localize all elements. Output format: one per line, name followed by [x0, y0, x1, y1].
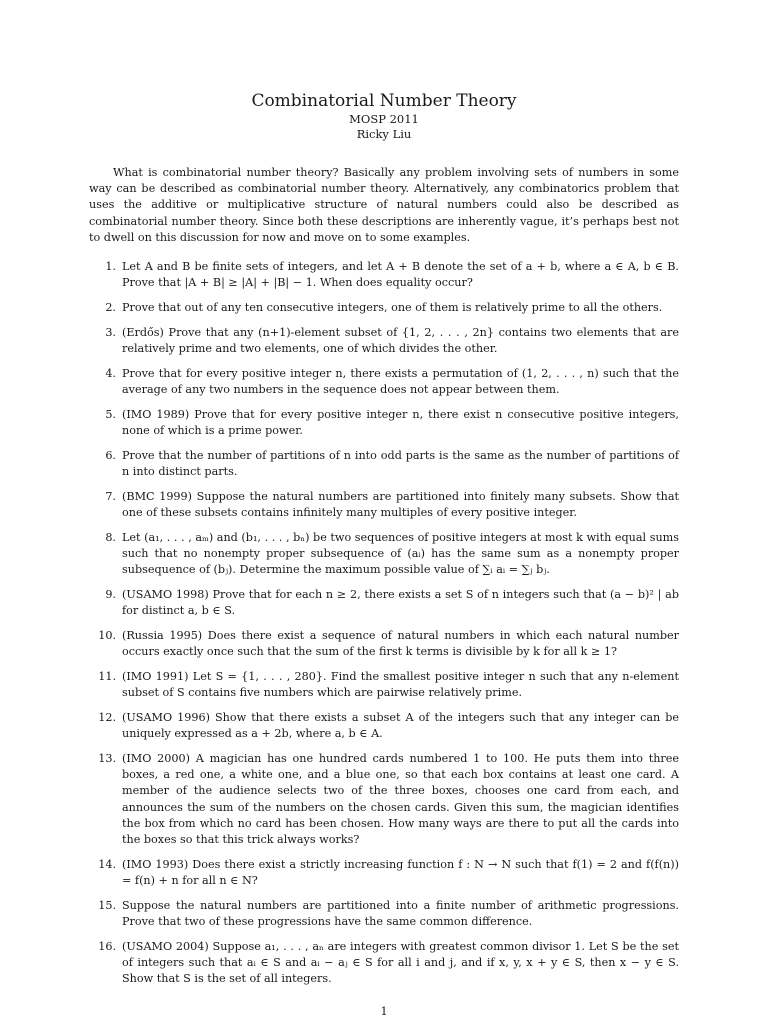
- list-item: [89, 669, 679, 701]
- problem-number: 5.: [105, 407, 116, 421]
- list-item: [89, 325, 679, 357]
- list-item: [89, 300, 679, 316]
- problem-text: (USAMO 1998) Prove that for each n ≥ 2, there exists a set S of n integers such that (a − b)² | ab for distinct a, b ∈ S.: [122, 588, 679, 618]
- problem-text: (IMO 1991) Let S = {1, . . . , 280}. Find the smallest positive integer n such that any n-element subset of S contains five numbers which are pairwise relatively prime.: [122, 670, 679, 700]
- problem-number: 2.: [105, 301, 116, 314]
- problem-number: 9.: [105, 588, 116, 601]
- list-item: [89, 366, 679, 398]
- list-item: [89, 628, 679, 660]
- problem-number: 15.: [98, 898, 116, 912]
- problem-text: Prove that the number of partitions of n into odd parts is the same as the number of partitions of n into distinct parts.: [122, 448, 679, 478]
- problem-text: (IMO 1989) Prove that for every positive integer n, there exist n consecutive positive integers, none of which is a prime power.: [122, 407, 679, 437]
- problem-list: [89, 259, 679, 996]
- problem-number: 1.: [105, 260, 116, 273]
- page-title: Combinatorial Number Theory: [251, 91, 517, 111]
- page-number: 1: [380, 1005, 388, 1018]
- problem-number: 3.: [105, 325, 116, 339]
- list-item: [89, 489, 679, 521]
- problem-text: Let A and B be finite sets of integers, and let A + B denote the set of a + b, where a ∈ A, b ∈ B. Prove that |A + B| ≥ |A| + |B| − 1. When does equality occur?: [122, 260, 679, 290]
- list-item: [89, 448, 679, 480]
- intro-paragraph: What is combinatorial number theory? Basically any problem involving sets of numbers in some way can be described as combinatorial number theory. Alternatively, any combinatorics problem that uses the additive or multiplicative structure of natural numbers could also be described as combinatorial number theory. Since both these descriptions are inherently vague, it’s perhaps best not to dwell on this discussion for now and move on to some examples.: [89, 166, 679, 244]
- problem-number: 8.: [105, 530, 116, 544]
- problem-text: (BMC 1999) Suppose the natural numbers are partitioned into finitely many subsets. Show that one of these subsets contains infinitely many multiples of every positive integer.: [122, 489, 679, 519]
- problem-number: 14.: [98, 857, 116, 871]
- problem-number: 11.: [98, 670, 116, 683]
- problem-number: 16.: [98, 939, 116, 953]
- problem-number: 4.: [105, 366, 116, 380]
- problem-text: Suppose the natural numbers are partitioned into a finite number of arithmetic progressions. Prove that two of these progressions have the same common difference.: [122, 898, 679, 929]
- problem-text: (USAMO 1996) Show that there exists a subset A of the integers such that any integer can be uniquely expressed as a + 2b, where a, b ∈ A.: [122, 711, 679, 741]
- problem-number: 12.: [98, 711, 116, 724]
- list-item: [89, 587, 679, 619]
- problem-text: (Russia 1995) Does there exist a sequence of natural numbers in which each natural number occurs exactly once such that the sum of the first k terms is divisible by k for all k ≥ 1?: [122, 629, 679, 659]
- list-item: [89, 857, 679, 889]
- problem-number: 13.: [98, 752, 116, 765]
- list-item: [89, 751, 679, 848]
- problem-text: Prove that out of any ten consecutive integers, one of them is relatively prime to all the others.: [122, 301, 663, 314]
- event-name: MOSP 2011: [349, 112, 419, 126]
- problem-text: (IMO 2000) A magician has one hundred cards numbered 1 to 100. He puts them into three boxes, a red one, a white one, and a blue one, so that each box contains at least one card. A member of the audience selects two of the three boxes, chooses one card from each, and announces the sum of the numbers on the chosen cards. Given this sum, the magician identifies the box from which no card has been chosen. How many ways are there to put all the cards into the boxes so that this trick always works?: [122, 752, 679, 847]
- problem-text: Let (a₁, . . . , aₘ) and (b₁, . . . , bₙ) be two sequences of positive integers at most k with equal sums such that no nonempty proper subsequence of (aᵢ) has the same sum as a nonempty proper subsequence of (bⱼ). Determine the maximum possible value of ∑ᵢ aᵢ = ∑ⱼ bⱼ.: [122, 530, 679, 577]
- list-item: [89, 898, 679, 930]
- list-item: [89, 710, 679, 742]
- problem-text: Prove that for every positive integer n, there exists a permutation of (1, 2, . . . , n) such that the average of any two numbers in the sequence does not appear between them.: [122, 366, 679, 396]
- problem-number: 7.: [105, 489, 116, 503]
- list-item: [89, 939, 679, 988]
- problem-number: 6.: [105, 448, 116, 462]
- problem-text: (Erdős) Prove that any (n+1)-element subset of {1, 2, . . . , 2n} contains two elements that are relatively prime and two elements, one of which divides the other.: [122, 325, 679, 355]
- list-item: [89, 259, 679, 291]
- header: [0, 90, 768, 142]
- problem-text: (USAMO 2004) Suppose a₁, . . . , aₙ are integers with greatest common divisor 1. Let S be the set of integers such that aᵢ ∈ S and aᵢ − aⱼ ∈ S for all i and j, and if x, y, x + y ∈ S, then x − y ∈ S. Show that S is the set of all integers.: [122, 939, 679, 986]
- list-item: [89, 407, 679, 439]
- problem-text: (IMO 1993) Does there exist a strictly increasing function f : N → N such that f(1) = 2 and f(f(n)) = f(n) + n for all n ∈ N?: [122, 857, 679, 888]
- problem-number: 10.: [98, 629, 116, 642]
- author-name: Ricky Liu: [356, 127, 412, 141]
- list-item: [89, 530, 679, 579]
